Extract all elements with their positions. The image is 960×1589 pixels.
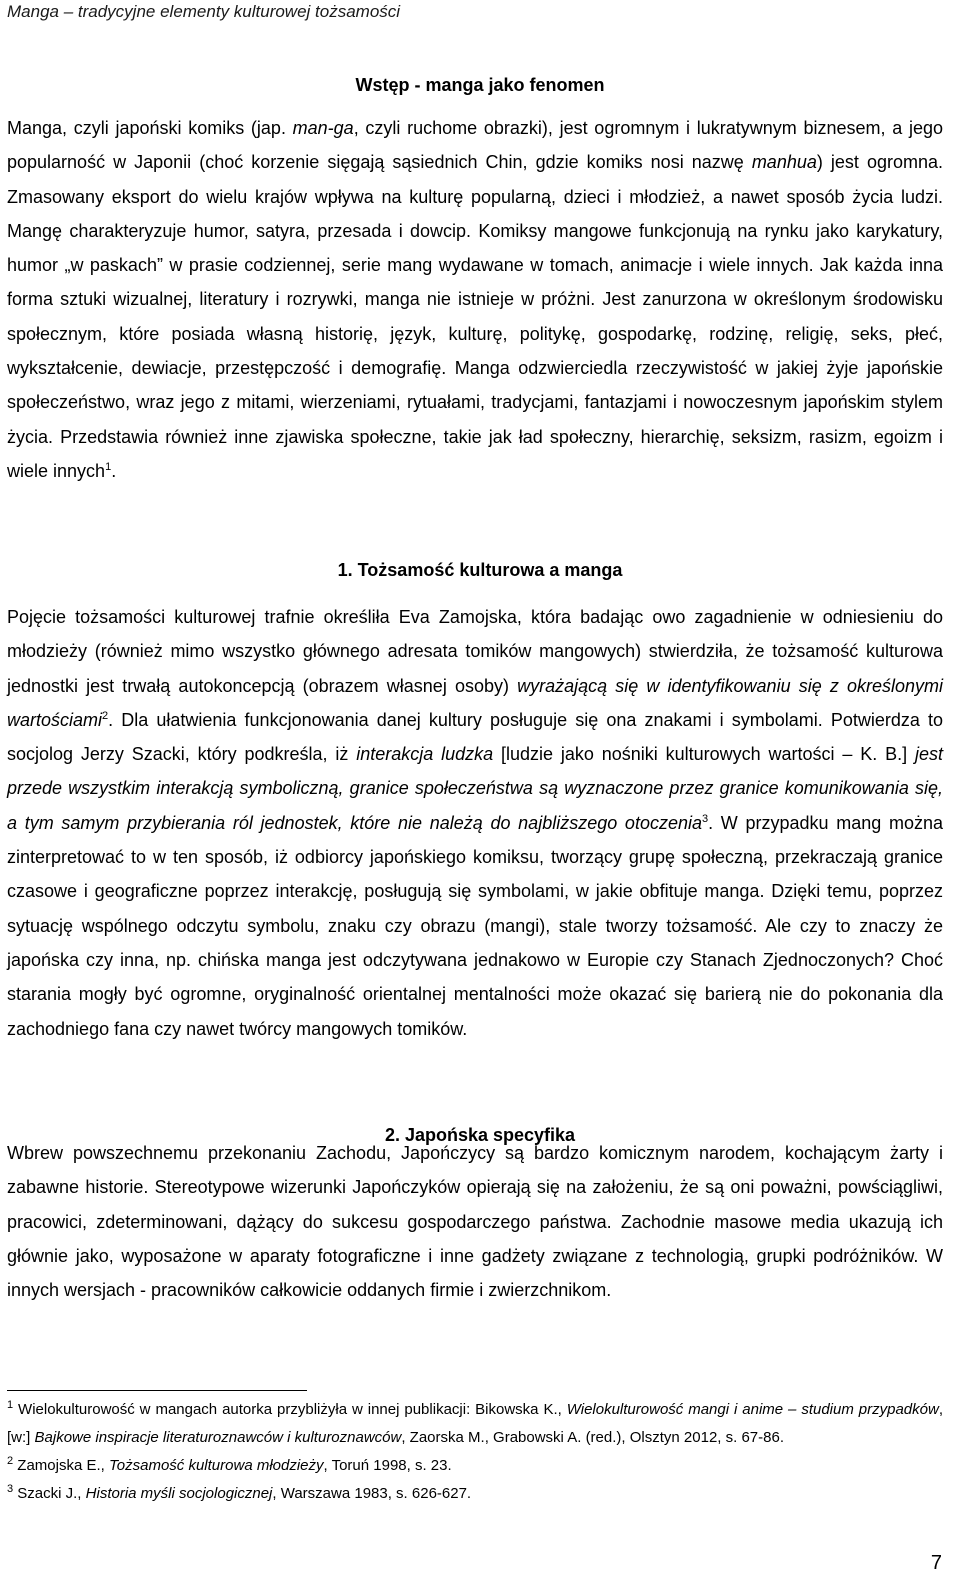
footnote-1-text-a: Wielokulturowość w mangach autorka przybliżyła w innej publikacji: Bikowska K., xyxy=(13,1401,567,1418)
footnotes-list xyxy=(7,1396,943,1508)
footnote-2-text-c: , Toruń 1998, s. 23. xyxy=(323,1457,452,1474)
footnote-ref-3[interactable]: 3 xyxy=(701,812,709,825)
sec1-text-4: . W przypadku mang można zinterpretować to w ten sposób, iż odbiorcy japońskiego komiksu, tworzący grupę społeczną, przekraczają granice czasowe i geograficzne poprzez interakcję, posługują się symbolami, w jakie obfituje manga. Dzięki temu, poprzez sytuację wspólnego odczytu symbolu, znaku czy obrazu (mangi), stale tworzy tożsamość. Ale czy to znaczy że japońska czy inna, np. chińska manga jest odczytywana jednakowo w Europie czy Stanach Zjednoczonych? Choć starania mogły być ogromne, oryginalność orientalnej mentalności może okazać się barierą nie do pokonania dla zachodniego fana czy nawet twórcy mangowych tomików. xyxy=(7,812,943,1039)
section-2-paragraph: Wbrew powszechnemu przekonaniu Zachodu, Japończycy są bardzo komicznym narodem, kochającym żarty i zabawne historie. Stereotypowe wizerunki Japończyków opierają się na założeniu, że są oni poważni, powściągliwi, pracowici, zdeterminowani, dążący do sukcesu gospodarczego państwa. Zachodnie masowe media ukazują ich głównie jako, wyposażone w aparaty fotograficzne i inne gadżety związane z technologią, grupki podróżników. W innych wersjach - pracowników całkowicie oddanych firmie i zwierzchnikom. xyxy=(7,1143,943,1301)
section-2-heading: 2. Japońska specyfika xyxy=(384,1125,576,1145)
sec1-text-1: Pojęcie tożsamości kulturowej trafnie określiła Eva Zamojska, która badając owo zagadnienie w odniesieniu do młodzieży (również mimo wszystko głównego adresata tomików mangowych) stwierdziła, że tożsamość kulturowa jednostki jest trwałą autokoncepcją (obrazem własnej osoby) xyxy=(7,607,943,696)
intro-text-4: . xyxy=(111,460,117,481)
section-1-heading: 1. Tożsamość kulturowa a manga xyxy=(337,560,623,580)
footnote-2-title: Tożsamość kulturowa młodzieży xyxy=(108,1457,324,1474)
footnote-1-title: Wielokulturowość mangi i anime – studium przypadków xyxy=(566,1401,939,1418)
intro-heading: Wstęp - manga jako fenomen xyxy=(355,75,605,95)
footnote-separator xyxy=(7,1390,307,1391)
footnote-1-book: Bajkowe inspiracje literaturoznawców i kulturoznawców xyxy=(34,1429,402,1446)
footnote-3-number: 3 xyxy=(7,1483,14,1495)
section-1-paragraph xyxy=(7,600,943,1046)
running-header: Manga – tradycyjne elementy kulturowej tożsamości xyxy=(7,2,401,21)
footnote-3 xyxy=(7,1480,943,1508)
intro-paragraph xyxy=(7,111,943,488)
sec1-italic-3: jest przede wszystkim interakcją symboliczną, granice społeczeństwa są wyznaczone przez granice komunikowania się, a tym samym przybierania ról jednostek, które nie należą do najbliższego otoczenia xyxy=(7,744,943,833)
intro-text-2: , czyli ruchome obrazki), jest ogromnym i lukratywnym biznesem, a jego popularność w Japonii (choć korzenie sięgają sąsiednich Chin, gdzie komiks nosi nazwę xyxy=(7,118,943,173)
footnote-2 xyxy=(7,1452,943,1480)
sec1-text-2: . Dla ułatwienia funkcjonowania danej kultury posługuje się ona znakami i symbolami. Potwierdza to socjolog Jerzy Szacki, który podkreśla, iż xyxy=(7,709,943,765)
intro-text-1: Manga, czyli japoński komiks (jap. xyxy=(7,118,293,138)
sec1-italic-1: wyrażającą się w identyfikowaniu się z określonymi wartościami xyxy=(7,675,943,730)
footnote-1-number: 1 xyxy=(7,1399,14,1411)
footnote-ref-1[interactable]: 1 xyxy=(105,460,112,473)
page-number: 7 xyxy=(930,1552,942,1574)
footnote-ref-2[interactable]: 2 xyxy=(102,709,109,722)
footnote-1-text-e: , Zaorska M., Grabowski A. (red.), Olsztyn 2012, s. 67-86. xyxy=(401,1429,784,1446)
intro-italic-manga: man-ga xyxy=(292,118,354,138)
footnote-3-text-c: , Warszawa 1983, s. 626-627. xyxy=(272,1485,472,1502)
footnote-3-title: Historia myśli socjologicznej xyxy=(85,1485,273,1502)
sec1-italic-2: interakcja ludzka xyxy=(356,744,494,765)
footnote-2-text-a: Zamojska E., xyxy=(13,1457,109,1474)
sec1-text-3: [ludzie jako nośniki kulturowych wartości – K. B.] xyxy=(493,744,915,765)
footnote-2-number: 2 xyxy=(7,1455,14,1467)
intro-italic-manhua: manhua xyxy=(751,152,817,173)
footnote-1 xyxy=(7,1396,943,1452)
intro-text-3: ) jest ogromna. Zmasowany eksport do wielu krajów wpływa na kulturę popularną, dzieci i młodzież, a nawet sposób życia ludzi. Mangę charakteryzuje humor, satyra, przesada i dowcip. Komiksy mangowe funkcjonują na rynku jako karykatury, humor „w paskach” w prasie codziennej, serie mang wydawane w tomach, animacje i wiele innych. Jak każda inna forma sztuki wizualnej, literatury i rozrywki, manga nie istnieje w próżni. Jest zanurzona w określonym środowisku społecznym, które posiada własną historię, język, kulturę, politykę, gospodarkę, rodzinę, religię, seks, płeć, wykształcenie, dewiacje, przestępczość i demografię. Manga odzwierciedla rzeczywistość w jakiej żyje japońskie społeczeństwo, wraz jego z mitami, wierzeniami, rytuałami, tradycjami, fantazjami i nowoczesnym japońskim stylem życia. Przedstawia również inne zjawiska społeczne, takie jak ład społeczny, hierarchię, seksizm, rasizm, egoizm i wiele innych xyxy=(7,152,943,481)
footnote-3-text-a: Szacki J., xyxy=(13,1485,86,1502)
footnote-1-text-c: , [w:] xyxy=(7,1401,943,1446)
